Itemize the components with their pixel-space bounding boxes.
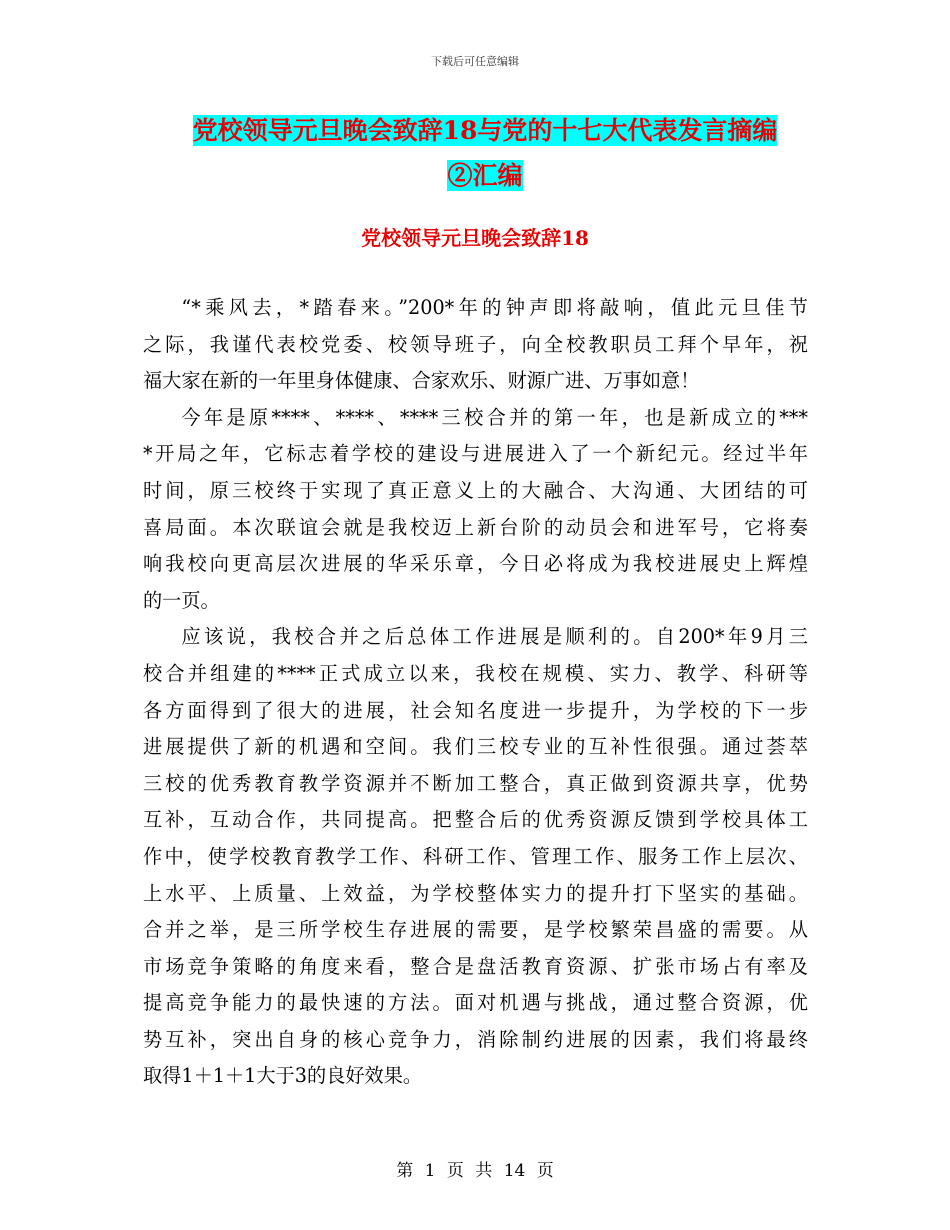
title-line-1: 党校领导元旦晚会致辞18与党的十七大代表发言摘编: [192, 116, 778, 145]
section-title: 党校领导元旦晚会致辞18: [361, 226, 589, 250]
paragraph-line: 福大家在新的一年里身体健康、合家欢乐、财源广进、万事如意！: [143, 369, 700, 393]
paragraph-line: 校合并组建的****正式成立以来，我校在规模、实力、教学、科研等: [143, 661, 808, 685]
paragraph-line: 互补，互动合作，共同提高。把整合后的优秀资源反馈到学校具体工: [143, 808, 808, 832]
paragraph-line: 取得1＋1＋1大于3的良好效果。: [143, 1064, 423, 1088]
header-note: 下载后可任意编辑: [431, 55, 519, 68]
paragraph-line: 势互补，突出自身的核心竞争力，消除制约进展的因素，我们将最终: [143, 1027, 808, 1051]
paragraph-line: 合并之举，是三所学校生存进展的需要，是学校繁荣昌盛的需要。从: [143, 918, 808, 942]
paragraph-line: “*乘风去，*踏春来。”200*年的钟声即将敲响，值此元旦佳节: [181, 296, 808, 319]
paragraph-line: 响我校向更高层次进展的华采乐章，今日必将成为我校进展史上辉煌: [143, 552, 808, 576]
paragraph-line: 喜局面。本次联谊会就是我校迈上新台阶的动员会和进军号，它将奏: [143, 515, 808, 539]
paragraph-line: 应该说，我校合并之后总体工作进展是顺利的。自200*年9月三: [181, 625, 808, 649]
paragraph-line: 的一页。: [143, 588, 220, 612]
paragraph-line: 时间，原三校终于实现了真正意义上的大融合、大沟通、大团结的可: [143, 478, 808, 502]
paragraph-line: 作中，使学校教育教学工作、科研工作、管理工作、服务工作上层次、: [143, 844, 808, 868]
title-line-2: ②汇编: [447, 161, 523, 190]
paragraph-line: 各方面得到了很大的进展，社会知名度进一步提升，为学校的下一步: [143, 698, 808, 722]
paragraph-line: 进展提供了新的机遇和空间。我们三校专业的互补性很强。通过荟萃: [143, 735, 808, 759]
paragraph-line: 之际，我谨代表校党委、校领导班子，向全校教职员工拜个早年，祝: [143, 332, 808, 356]
paragraph-line: 提高竞争能力的最快速的方法。面对机遇与挑战，通过整合资源，优: [143, 991, 808, 1015]
body-text: [143, 290, 808, 1095]
paragraph-line: 三校的优秀教育教学资源并不断加工整合，真正做到资源共享，优势: [143, 771, 808, 795]
document-title: [140, 108, 830, 198]
paragraph-line: 市场竞争策略的角度来看，整合是盘活教育资源、扩张市场占有率及: [143, 954, 808, 978]
paragraph-line: *开局之年，它标志着学校的建设与进展进入了一个新纪元。经过半年: [143, 442, 808, 466]
paragraph-line: 上水平、上质量、上效益，为学校整体实力的提升打下坚实的基础。: [143, 881, 808, 905]
page-footer: 第 1 页 共 14 页: [396, 1161, 554, 1181]
paragraph-line: 今年是原****、****、****三校合并的第一年，也是新成立的***: [181, 405, 808, 429]
